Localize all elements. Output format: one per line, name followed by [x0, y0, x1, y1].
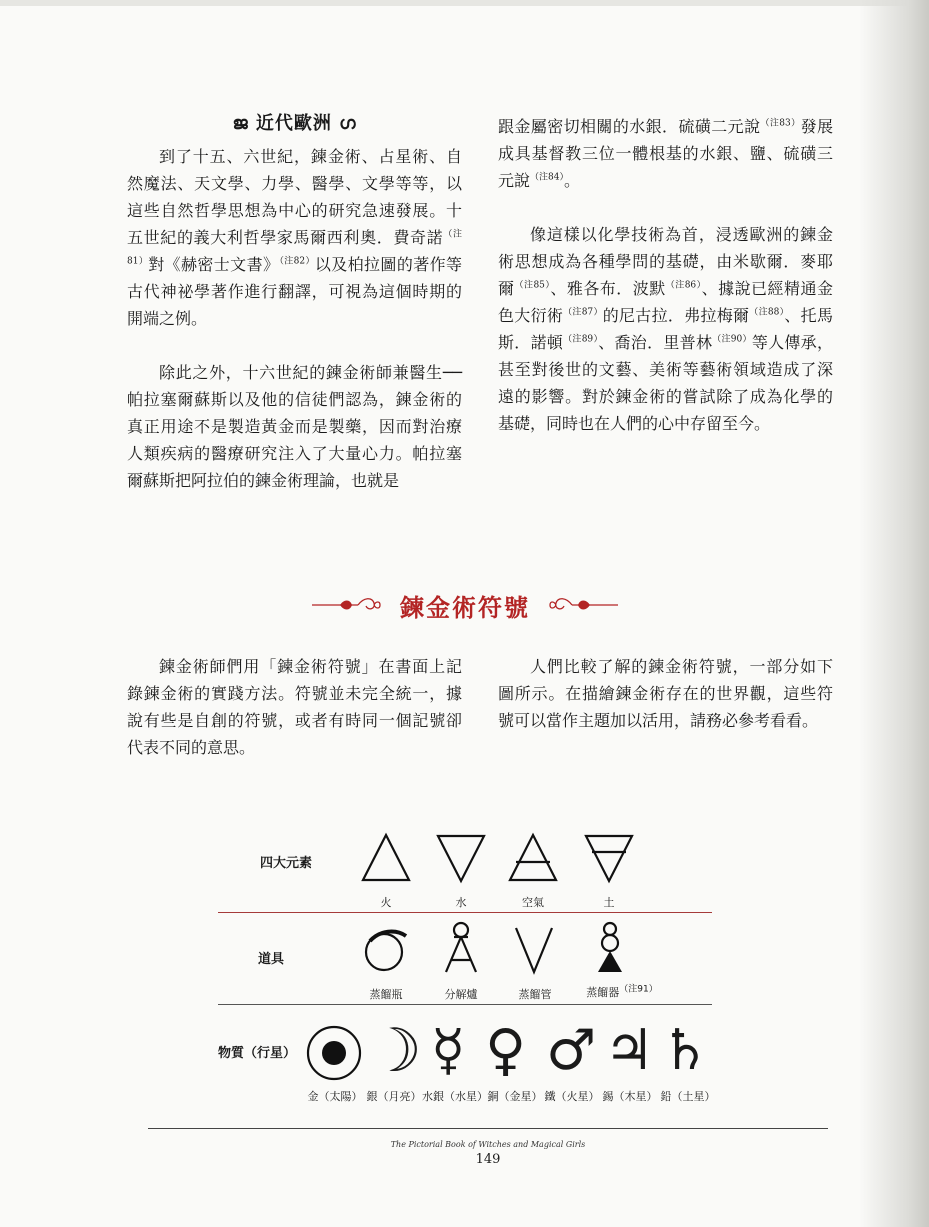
- gold-sun-icon: [305, 1024, 363, 1082]
- air-triangle-icon: [507, 832, 559, 884]
- caption-silver: 銀（月亮）: [366, 1090, 422, 1103]
- caption-retort: 蒸餾瓶: [369, 988, 403, 1001]
- caption-lead: 鉛（土星）: [660, 1090, 716, 1103]
- still-icon: [585, 920, 635, 976]
- caption-earth: 土: [603, 896, 615, 909]
- caption-still: 蒸餾器$^{(注91)}$: [586, 984, 658, 999]
- page-number: 149: [475, 1152, 501, 1167]
- intro-right-column: [498, 653, 833, 734]
- left-text-column: [127, 110, 462, 494]
- symbols-title: 鍊金術符號: [400, 592, 530, 622]
- copper-venus-icon: ♀: [485, 1018, 527, 1083]
- footer-rule: [148, 1128, 828, 1129]
- caption-mercury: 水銀（水星）: [422, 1090, 488, 1103]
- caption-air: 空氣: [522, 896, 544, 909]
- lead-saturn-icon: ♄: [660, 1018, 711, 1083]
- water-triangle-icon: [435, 832, 487, 884]
- right-flourish-icon: [548, 595, 620, 615]
- page-top-edge: [0, 0, 929, 6]
- mercury-icon: ☿: [431, 1018, 466, 1083]
- distill-tube-icon: [510, 924, 558, 976]
- row-label-matter: 物質（行星）: [218, 1046, 297, 1061]
- right-text-column: [498, 113, 833, 437]
- caption-iron: 鐵（火星）: [544, 1090, 600, 1103]
- tin-jupiter-icon: ♃: [604, 1018, 655, 1083]
- retort-icon: [360, 924, 412, 976]
- elements-divider: [218, 912, 712, 913]
- paragraph-legacy: 像這樣以化學技術為首，浸透歐洲的鍊金術思想成為各種學問的基礎，由米歇爾．麥耶爾$^{(注85)}$、雅各布．波默$^{(注86)}$、據說已經精通金色大衍術$^{(注87)}$的尼古拉．弗拉梅爾$^{(注88)}$、托馬斯．諾頓$^{(注89)}$、喬治．里普林$^{(注90)}$等人傳承，甚至對後世的文藝、美術等藝術領域造成了深遠的影響。對於鍊金術的嘗試除了成為化學的基礎，同時也在人們的心中存留至今。: [498, 225, 833, 433]
- silver-moon-icon: ☽: [368, 1016, 422, 1086]
- paragraph-paracelsus: 除此之外，十六世紀的鍊金術師兼醫生──帕拉塞爾蘇斯以及他的信徒們認為，鍊金術的真正用途不是製造黃金而是製藥，因而對治療人類疾病的醫療研究注入了大量心力。帕拉塞爾蘇斯把阿拉伯的鍊金術理論，也就是: [127, 363, 462, 490]
- heading-right-ornament: ഗ: [339, 113, 357, 134]
- caption-copper: 銅（金星）: [487, 1090, 543, 1103]
- caption-gold: 金（太陽）: [307, 1090, 363, 1103]
- intro-left-paragraph: 鍊金術師們用「鍊金術符號」在書面上記錄鍊金術的實踐方法。符號並未完全統一，據說有些是自創的符號，或者有時同一個記號卻代表不同的意思。: [127, 657, 462, 757]
- alembic-icon: [436, 920, 486, 976]
- tools-divider: [218, 1004, 712, 1005]
- heading-text: 近代歐洲: [255, 113, 332, 134]
- earth-triangle-icon: [583, 832, 635, 884]
- fire-triangle-icon: [360, 832, 412, 884]
- running-footer-title: The Pictorial Book of Witches and Magical Girls: [390, 1140, 586, 1149]
- paragraph-three-principles: 跟金屬密切相關的水銀．硫磺二元說$^{(注83)}$發展成具基督教三位一體根基的水銀、鹽、硫磺三元說$^{(注84)}$。: [498, 117, 833, 190]
- caption-alembic: 分解爐: [444, 988, 478, 1001]
- section-heading: [127, 110, 462, 137]
- caption-water: 水: [455, 896, 467, 909]
- intro-left-column: [127, 653, 462, 761]
- symbols-title-band: [300, 585, 630, 625]
- caption-distill-tube: 蒸餾管: [518, 988, 552, 1001]
- symbol-chart: [0, 820, 929, 1110]
- heading-left-ornament: ജ: [232, 113, 249, 134]
- row-label-elements: 四大元素: [260, 856, 313, 871]
- iron-mars-icon: ♂: [546, 1018, 597, 1083]
- caption-fire: 火: [380, 896, 392, 909]
- paragraph-early-modern: 到了十五、六世紀，鍊金術、占星術、自然魔法、天文學、力學、醫學、文學等等，以這些自然哲學思想為中心的研究急速發展。十五世紀的義大利哲學家馬爾西利奧．費奇諾$^{(注81)}$對《赫密士文書》$^{(注82)}$以及柏拉圖的著作等古代神祕學著作進行翻譯，可視為這個時期的開端之例。: [127, 147, 462, 328]
- left-flourish-icon: [310, 595, 382, 615]
- intro-right-paragraph: 人們比較了解的鍊金術符號，一部分如下圖所示。在描繪鍊金術存在的世界觀，這些符號可以當作主題加以活用，請務必參考看看。: [498, 657, 833, 730]
- row-label-tools: 道具: [258, 952, 285, 967]
- caption-tin: 錫（木星）: [602, 1090, 658, 1103]
